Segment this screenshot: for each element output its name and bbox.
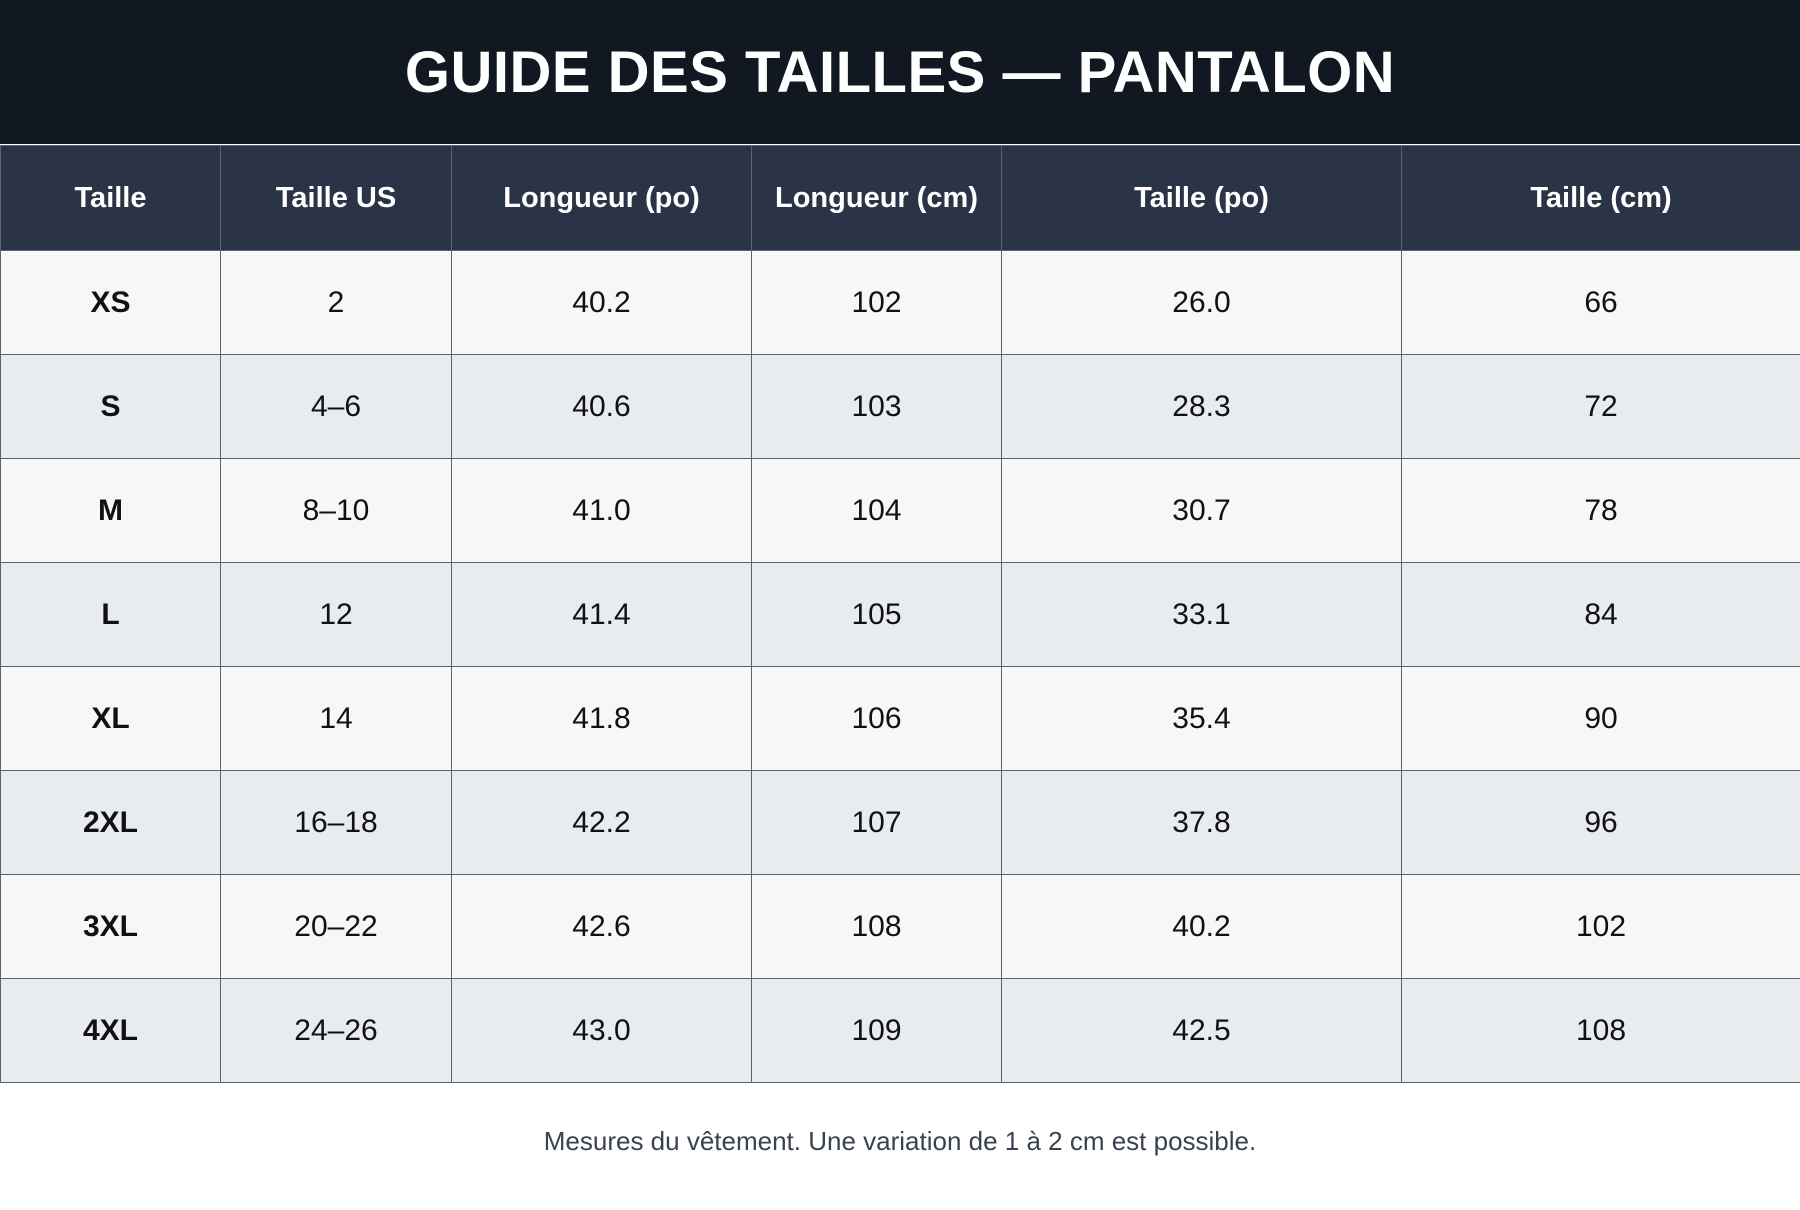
size-label-cell: XS <box>1 251 221 355</box>
column-header-length-cm: Longueur (cm) <box>752 146 1002 251</box>
length-cm-cell: 104 <box>752 459 1002 563</box>
waist-in-cell: 40.2 <box>1002 875 1402 979</box>
table-row <box>1 563 1800 667</box>
size-label-cell: S <box>1 355 221 459</box>
size-label-cell: 4XL <box>1 979 221 1083</box>
table-body <box>1 251 1800 1083</box>
table-row <box>1 771 1800 875</box>
length-cm-cell: 107 <box>752 771 1002 875</box>
size-label-cell: M <box>1 459 221 563</box>
table-row <box>1 355 1800 459</box>
size-chart-table <box>0 145 1800 1083</box>
table-row <box>1 251 1800 355</box>
column-header-size: Taille <box>1 146 221 251</box>
waist-cm-cell: 108 <box>1402 979 1800 1083</box>
length-in-cell: 40.2 <box>452 251 752 355</box>
us-size-cell: 24–26 <box>221 979 452 1083</box>
us-size-cell: 16–18 <box>221 771 452 875</box>
waist-in-cell: 42.5 <box>1002 979 1402 1083</box>
column-header-waist-cm: Taille (cm) <box>1402 146 1800 251</box>
size-label-cell: L <box>1 563 221 667</box>
table-row <box>1 667 1800 771</box>
page-title: GUIDE DES TAILLES — PANTALON <box>404 39 1396 105</box>
waist-in-cell: 28.3 <box>1002 355 1402 459</box>
waist-in-cell: 30.7 <box>1002 459 1402 563</box>
length-in-cell: 42.6 <box>452 875 752 979</box>
waist-cm-cell: 96 <box>1402 771 1800 875</box>
waist-cm-cell: 66 <box>1402 251 1800 355</box>
header-row <box>1 146 1800 251</box>
length-cm-cell: 103 <box>752 355 1002 459</box>
length-in-cell: 40.6 <box>452 355 752 459</box>
waist-in-cell: 26.0 <box>1002 251 1402 355</box>
length-cm-cell: 106 <box>752 667 1002 771</box>
length-in-cell: 43.0 <box>452 979 752 1083</box>
table-row <box>1 875 1800 979</box>
length-cm-cell: 108 <box>752 875 1002 979</box>
length-in-cell: 41.0 <box>452 459 752 563</box>
us-size-cell: 4–6 <box>221 355 452 459</box>
us-size-cell: 20–22 <box>221 875 452 979</box>
size-label-cell: 2XL <box>1 771 221 875</box>
column-header-us-size: Taille US <box>221 146 452 251</box>
column-header-length-in: Longueur (po) <box>452 146 752 251</box>
length-cm-cell: 102 <box>752 251 1002 355</box>
table-row <box>1 979 1800 1083</box>
waist-in-cell: 37.8 <box>1002 771 1402 875</box>
us-size-cell: 8–10 <box>221 459 452 563</box>
measurement-footnote: Mesures du vêtement. Une variation de 1 à 2 cm est possible. <box>543 1126 1257 1156</box>
waist-cm-cell: 72 <box>1402 355 1800 459</box>
waist-cm-cell: 84 <box>1402 563 1800 667</box>
waist-in-cell: 33.1 <box>1002 563 1402 667</box>
title-bar <box>0 0 1800 144</box>
waist-cm-cell: 90 <box>1402 667 1800 771</box>
waist-cm-cell: 102 <box>1402 875 1800 979</box>
table-header <box>1 146 1800 251</box>
length-cm-cell: 109 <box>752 979 1002 1083</box>
table-row <box>1 459 1800 563</box>
length-in-cell: 41.8 <box>452 667 752 771</box>
waist-in-cell: 35.4 <box>1002 667 1402 771</box>
size-label-cell: 3XL <box>1 875 221 979</box>
us-size-cell: 14 <box>221 667 452 771</box>
us-size-cell: 2 <box>221 251 452 355</box>
us-size-cell: 12 <box>221 563 452 667</box>
length-cm-cell: 105 <box>752 563 1002 667</box>
length-in-cell: 41.4 <box>452 563 752 667</box>
length-in-cell: 42.2 <box>452 771 752 875</box>
waist-cm-cell: 78 <box>1402 459 1800 563</box>
column-header-waist-in: Taille (po) <box>1002 146 1402 251</box>
size-label-cell: XL <box>1 667 221 771</box>
